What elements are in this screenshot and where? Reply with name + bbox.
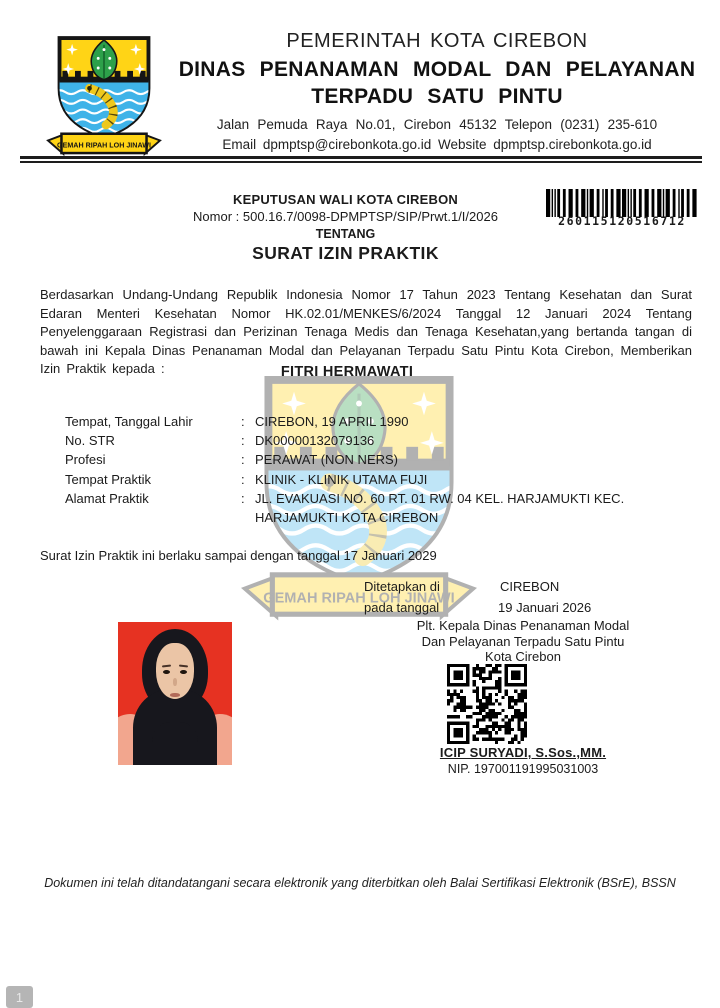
signer-title — [374, 618, 672, 665]
electronic-signature-disclaimer: Dokumen ini telah ditandatangani secara elektronik yang diterbitkan oleh Balai Sertifikasi Elektronik (BSrE), BSSN — [44, 876, 676, 890]
photo-hijab-drape — [152, 722, 198, 765]
signer-title-line3: Kota Cirebon — [485, 649, 561, 664]
field-colon: : — [241, 433, 245, 449]
signer-title-line2: Dan Pelayanan Terpadu Satu Pintu — [421, 633, 625, 649]
agency-name-line1: DINAS PENANAMAN MODAL DAN PELAYANAN — [178, 58, 696, 81]
page-number-badge[interactable]: 1 — [6, 986, 33, 1008]
agency-name-line2: TERPADU SATU PINTU — [311, 85, 563, 108]
license-holder-name: FITRI HERMAWATI — [280, 364, 414, 380]
barcode — [546, 189, 698, 228]
photo-nose — [173, 678, 178, 686]
field-label: Tempat, Tanggal Lahir — [65, 414, 193, 429]
agency-contact: Email dpmptsp@cirebonkota.go.id Website dpmptsp.cirebonkota.go.id — [222, 137, 652, 152]
preamble-paragraph: Berdasarkan Undang-Undang Republik Indonesia Nomor 17 Tahun 2023 Tentang Kesehatan dan Surat Edaran Menteri Kesehatan Nomor HK.02.01/MENKES/6/2024 Tanggal 12 Januari 2024 Tentang Penyelenggaraan Registrasi dan Perizinan Tenaga Medis dan Tenaga Kesehatan,yang bertanda tangan di bawah ini Kepala Dinas Penanaman Modal dan Pelayanan Terpadu Satu Pintu Kota Cirebon, Memberikan Izin Praktik kepada : — [40, 287, 692, 376]
signer-title-line1: Plt. Kepala Dinas Penanaman Modal — [416, 618, 630, 633]
field-value-practice-address: JL. EVAKUASI NO. 60 RT. 01 RW. 04 KEL. HARJAMUKTI KEC. HARJAMUKTI KOTA CIREBON — [255, 490, 625, 526]
table-row — [65, 489, 690, 527]
field-label: Profesi — [65, 452, 106, 468]
field-colon: : — [241, 471, 245, 487]
field-label: Alamat Praktik — [65, 490, 149, 506]
field-value-practice-place: KLINIK - KLINIK UTAMA FUJI — [255, 471, 428, 487]
field-value-str: DK00000132079136 — [255, 433, 375, 449]
table-row — [65, 470, 690, 489]
table-row — [65, 412, 690, 431]
field-label: No. STR — [65, 433, 115, 449]
date-value: 19 Januari 2026 — [498, 600, 592, 615]
holder-photo — [118, 622, 232, 765]
field-colon: : — [241, 490, 245, 506]
letterhead-divider — [20, 156, 702, 163]
signer-name: ICIP SURYADI, S.Sos.,MM. — [439, 745, 607, 760]
set-at-label: Ditetapkan di — [364, 579, 440, 594]
date-label: pada tanggal — [364, 600, 440, 615]
field-value-profession: PERAWAT (NON NERS) — [255, 452, 399, 468]
field-colon: : — [241, 452, 245, 468]
qr-code — [447, 664, 527, 744]
set-at-value: CIREBON — [500, 579, 560, 594]
decision-about-label: TENTANG — [315, 227, 376, 241]
decision-title: KEPUTUSAN WALI KOTA CIREBON — [233, 192, 458, 207]
cirebon-city-emblem-icon — [46, 34, 162, 160]
field-value-birth: CIREBON, 19 APRIL 1990 — [255, 414, 409, 429]
barcode-bars — [546, 189, 698, 217]
table-row — [65, 450, 690, 469]
table-row — [65, 431, 690, 450]
photo-lips — [170, 693, 180, 697]
photo-eye-left — [163, 670, 170, 674]
signer-nip: NIP. 197001191995031003 — [447, 762, 599, 776]
decision-number: Nomor : 500.16.7/0098-DPMPTSP/SIP/Prwt.1/I/2026 — [193, 209, 498, 224]
decision-subject: SURAT IZIN PRAKTIK — [252, 243, 439, 263]
barcode-number: 260115120516712 — [558, 214, 686, 228]
government-name: PEMERINTAH KOTA CIREBON — [286, 30, 588, 52]
decision-heading — [148, 192, 543, 264]
field-colon: : — [241, 414, 245, 429]
field-label: Tempat Praktik — [65, 471, 151, 487]
agency-address: Jalan Pemuda Raya No.01, Cirebon 45132 Telepon (0231) 235-610 — [216, 117, 658, 132]
letterhead — [168, 30, 706, 152]
holder-details-table — [65, 412, 690, 527]
photo-eye-right — [180, 670, 187, 674]
validity-statement: Surat Izin Praktik ini berlaku sampai dengan tanggal 17 Januari 2029 — [40, 548, 437, 563]
photo-face — [156, 643, 195, 699]
